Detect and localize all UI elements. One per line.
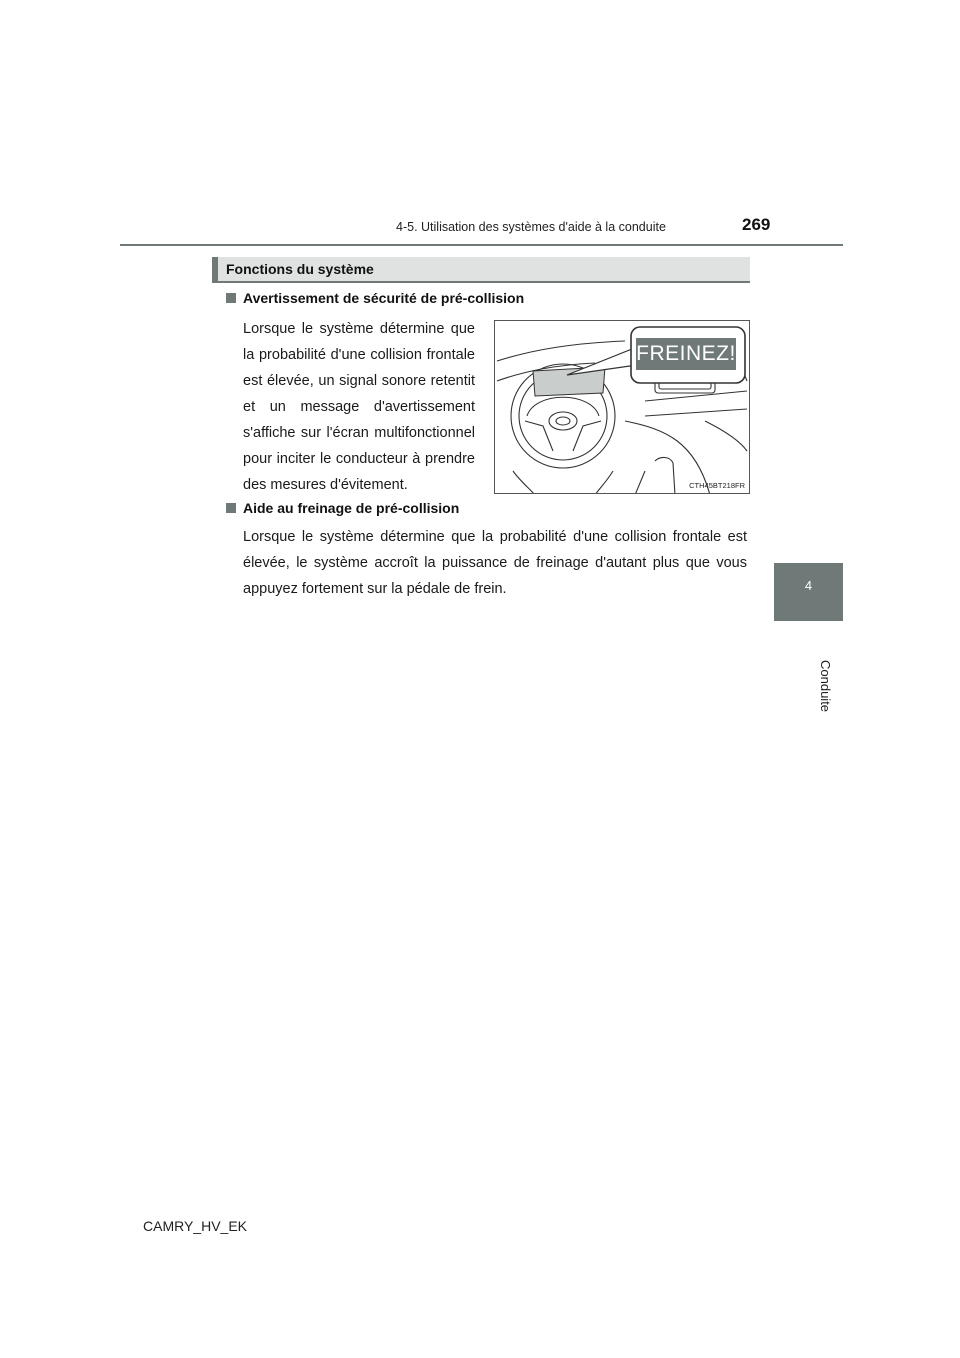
square-bullet-icon	[226, 293, 236, 303]
page-number: 269	[742, 215, 771, 234]
running-header: 4-5. Utilisation des systèmes d'aide à la conduite	[396, 220, 666, 234]
paragraph-warning: Lorsque le système détermine que la probabilité d'une collision frontale est élevée, un signal sonore retentit et un message d'avertissement s'affiche sur l'écran multifonctionnel pour inciter le conducteur à prendre des mesures d'évitement.	[243, 321, 475, 493]
chapter-tab: 4	[774, 563, 843, 621]
brake-warning-message: FREINEZ!	[636, 338, 736, 370]
section-heading-bar	[212, 257, 750, 283]
subheading-brake-assist-text: Aide au freinage de pré-collision	[243, 500, 460, 516]
model-code: CAMRY_HV_EK	[143, 1218, 248, 1234]
subheading-warning-text: Avertissement de sécurité de pré-collision	[243, 290, 525, 306]
subheading-brake-assist	[226, 500, 459, 516]
square-bullet-icon	[226, 503, 236, 513]
figure-code: CTH45BT218FR	[689, 481, 745, 490]
section-title: Fonctions du système	[226, 261, 374, 277]
subheading-warning	[226, 290, 524, 306]
chapter-side-label: Conduite	[818, 660, 833, 713]
paragraph-brake-assist: Lorsque le système détermine que la probabilité d'une collision frontale est élevée, le système accroît la puissance de freinage d'autant plus que vous appuyez fortement sur la pédale de frein.	[243, 529, 747, 597]
section-accent	[212, 257, 218, 283]
header-rule	[120, 244, 843, 246]
dashboard-illustration	[494, 320, 750, 494]
